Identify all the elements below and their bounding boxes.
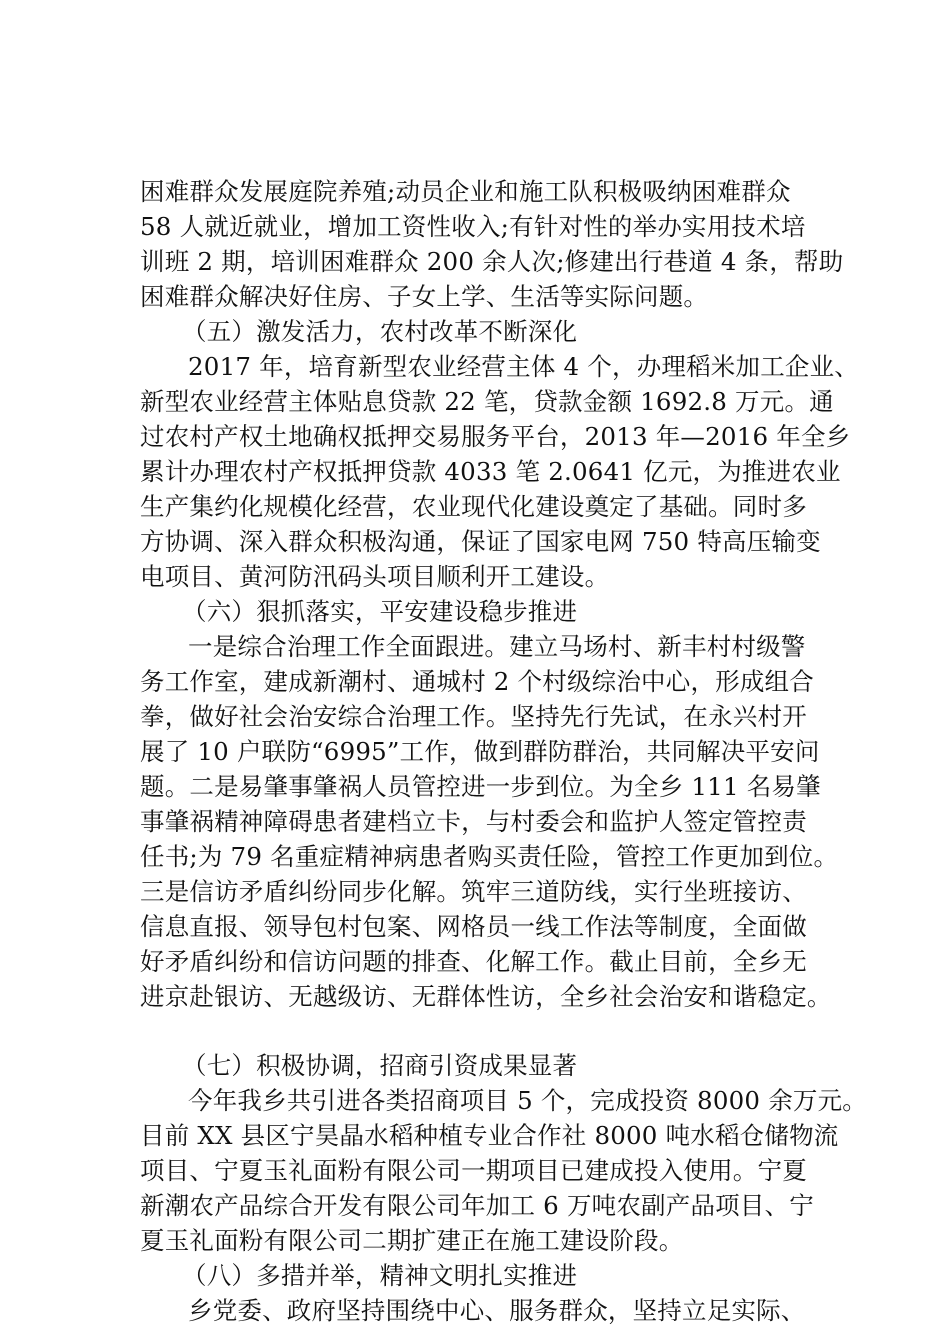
text-line: 三是信访矛盾纠纷同步化解。筑牢三道防线，实行坐班接访、 — [140, 877, 807, 906]
text-line: 拳，做好社会治安综合治理工作。坚持先行先试，在永兴村开 — [140, 702, 807, 731]
text-line: 展了 10 户联防“6995”工作，做到群防群治，共同解决平安问 — [140, 737, 820, 766]
text-line: 好矛盾纠纷和信访问题的排查、化解工作。截止目前，全乡无 — [140, 947, 807, 976]
text-line: 新潮农产品综合开发有限公司年加工 6 万吨农副产品项目、宁 — [140, 1191, 814, 1220]
text-line: 累计办理农村产权抵押贷款 4033 笔 2.0641 亿元，为推进农业 — [140, 457, 841, 486]
text-line: 58 人就近就业，增加工资性收入;有针对性的举办实用技术培 — [140, 212, 806, 241]
text-line: 夏玉礼面粉有限公司二期扩建正在施工建设阶段。 — [140, 1226, 684, 1255]
text-line: 训班 2 期，培训困难群众 200 余人次;修建出行巷道 4 条，帮助 — [140, 247, 844, 276]
text-line: 生产集约化规模化经营，农业现代化建设奠定了基础。同时多 — [140, 492, 807, 521]
text-line: 一是综合治理工作全面跟进。建立马场村、新丰村村级警 — [188, 632, 806, 661]
text-line: 乡党委、政府坚持围绕中心、服务群众，坚持立足实际、 — [188, 1296, 806, 1325]
text-line: 题。二是易肇事肇祸人员管控进一步到位。为全乡 111 名易肇 — [140, 772, 821, 801]
text-line: 事肇祸精神障碍患者建档立卡，与村委会和监护人签定管控责 — [140, 807, 807, 836]
text-line: 新型农业经营主体贴息贷款 22 笔，贷款金额 1692.8 万元。通 — [140, 387, 834, 416]
text-line: 2017 年，培育新型农业经营主体 4 个，办理稻米加工企业、 — [188, 352, 859, 381]
section-heading: （六）狠抓落实，平安建设稳步推进 — [182, 597, 578, 626]
text-line: 目前 XX 县区宁昊晶水稻种植专业合作社 8000 吨水稻仓储物流 — [140, 1121, 839, 1150]
text-line: 方协调、深入群众积极沟通，保证了国家电网 750 特高压输变 — [140, 527, 821, 556]
section-heading: （七）积极协调，招商引资成果显著 — [182, 1051, 578, 1080]
text-line: 任书;为 79 名重症精神病患者购买责任险，管控工作更加到位。 — [140, 842, 839, 871]
text-line: 过农村产权土地确权抵押交易服务平台，2013 年—2016 年全乡 — [140, 422, 851, 451]
text-line: 困难群众发展庭院养殖;动员企业和施工队积极吸纳困难群众 — [140, 177, 791, 206]
text-line: 进京赴银访、无越级访、无群体性访，全乡社会治安和谐稳定。 — [140, 982, 832, 1011]
text-line: 今年我乡共引进各类招商项目 5 个，完成投资 8000 余万元。 — [188, 1086, 867, 1115]
section-heading: （八）多措并举，精神文明扎实推进 — [182, 1261, 578, 1290]
text-line: 困难群众解决好住房、子女上学、生活等实际问题。 — [140, 282, 709, 311]
text-line: 电项目、黄河防汛码头项目顺利开工建设。 — [140, 562, 610, 591]
text-line: 信息直报、领导包村包案、网格员一线工作法等制度，全面做 — [140, 912, 807, 941]
section-heading: （五）激发活力，农村改革不断深化 — [182, 317, 578, 346]
text-line: 项目、宁夏玉礼面粉有限公司一期项目已建成投入使用。宁夏 — [140, 1156, 807, 1185]
text-line: 务工作室，建成新潮村、通城村 2 个村级综治中心，形成组合 — [140, 667, 814, 696]
